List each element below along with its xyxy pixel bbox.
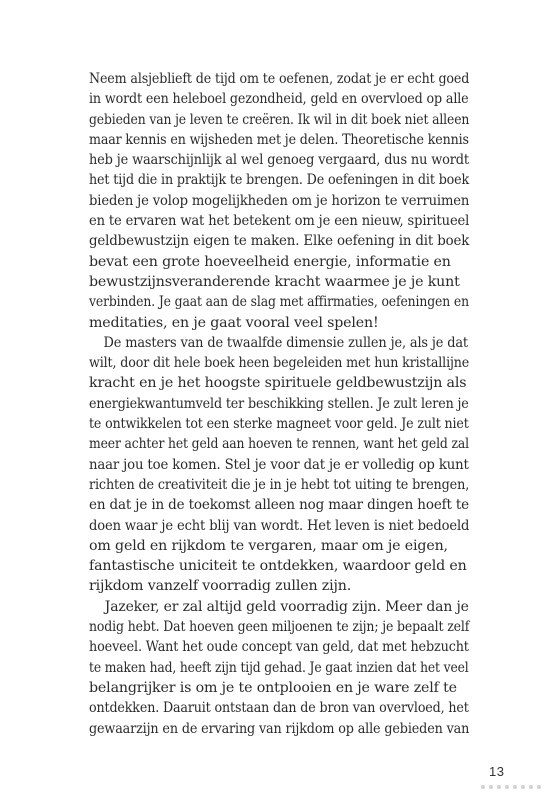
- text-line: en te ervaren wat het betekent om je een nieuw, spiritueel: [89, 213, 470, 230]
- text-line: ontdekken. Daaruit ontstaan dan de bron van overvloed, het: [89, 700, 469, 717]
- text-line: gebieden van je leven te creëren. Ik wil in dit boek niet alleen: [89, 111, 470, 128]
- text-line: in wordt een heleboel gezondheid, geld en overvloed op alle: [89, 91, 469, 108]
- text-line: kracht en je het hoogste spirituele geldbewustzijn als: [89, 375, 467, 392]
- text-line: om geld en rijkdom te vergaren, maar om je eigen,: [89, 537, 448, 554]
- text-line: belangrijker is om je te ontplooien en je ware zelf te: [89, 679, 457, 696]
- text-line: Jazeker, er zal altijd geld voorradig zijn. Meer dan je: [104, 598, 469, 615]
- body-text: [89, 69, 469, 739]
- text-line: doen waar je echt blij van wordt. Het leven is niet bedoeld: [89, 517, 470, 534]
- decorative-dot: [529, 785, 533, 789]
- text-line: bevat een grote hoeveelheid energie, informatie en: [89, 253, 451, 270]
- text-line: geldbewustzijn eigen te maken. Elke oefening in dit boek: [89, 233, 470, 250]
- text-line: gewaarzijn en de ervaring van rijkdom op alle gebieden van: [89, 720, 470, 737]
- text-line: De masters van de twaalfde dimensie zullen je, als je dat: [103, 334, 468, 351]
- decorative-dot: [481, 785, 485, 789]
- text-line: te ontwikkelen tot een sterke magneet voor geld. Je zult niet: [89, 416, 469, 433]
- page-dots-decoration: [481, 785, 541, 789]
- text-line: verbinden. Je gaat aan de slag met affirmaties, oefeningen en: [89, 294, 469, 311]
- text-line: meditaties, en je gaat vooral veel spelen!: [89, 314, 379, 331]
- text-line: hoeveel. Want het oude concept van geld, dat met hebzucht: [89, 639, 469, 656]
- text-line: het tijd die in praktijk te brengen. De oefeningen in dit boek: [89, 172, 470, 189]
- text-line: richten de creativiteit die je in je hebt tot uiting te brengen,: [89, 476, 470, 493]
- text-line: naar jou toe komen. Stel je voor dat je er volledig op kunt: [89, 456, 469, 473]
- decorative-dot: [513, 785, 517, 789]
- text-line: en dat je in de toekomst alleen nog maar dingen hoeft te: [89, 497, 470, 514]
- decorative-dot: [505, 785, 509, 789]
- decorative-dot: [497, 785, 501, 789]
- text-line: wilt, door dit hele boek heen begeleiden met hun kristallijne: [89, 355, 470, 372]
- page-number: 13: [489, 764, 505, 779]
- text-line: maar kennis en wijsheden met je delen. Theoretische kennis: [89, 131, 469, 148]
- text-line: bewustzijnsveranderende kracht waarmee je je kunt: [89, 273, 460, 290]
- text-line: heb je waarschijnlijk al wel genoeg vergaard, dus nu wordt: [89, 152, 469, 169]
- text-line: bieden je volop mogelijkheden om je horizon te verruimen: [89, 192, 470, 209]
- decorative-dot: [537, 785, 541, 789]
- text-line: fantastische uniciteit te ontdekken, waardoor geld en: [89, 558, 467, 575]
- decorative-dot: [489, 785, 493, 789]
- text-line: rijkdom vanzelf voorradig zullen zijn.: [89, 578, 352, 595]
- text-line: Neem alsjeblieft de tijd om te oefenen, zodat je er echt goed: [89, 71, 470, 87]
- text-line: meer achter het geld aan hoeven te rennen, want het geld zal: [89, 436, 469, 453]
- text-line: nodig hebt. Dat hoeven geen miljoenen te zijn; je bepaalt zelf: [89, 619, 470, 636]
- text-line: energiekwantumveld ter beschikking stellen. Je zult leren je: [89, 395, 469, 412]
- decorative-dot: [521, 785, 525, 789]
- text-line: te maken had, heeft zijn tijd gehad. Je gaat inzien dat het veel: [89, 659, 469, 676]
